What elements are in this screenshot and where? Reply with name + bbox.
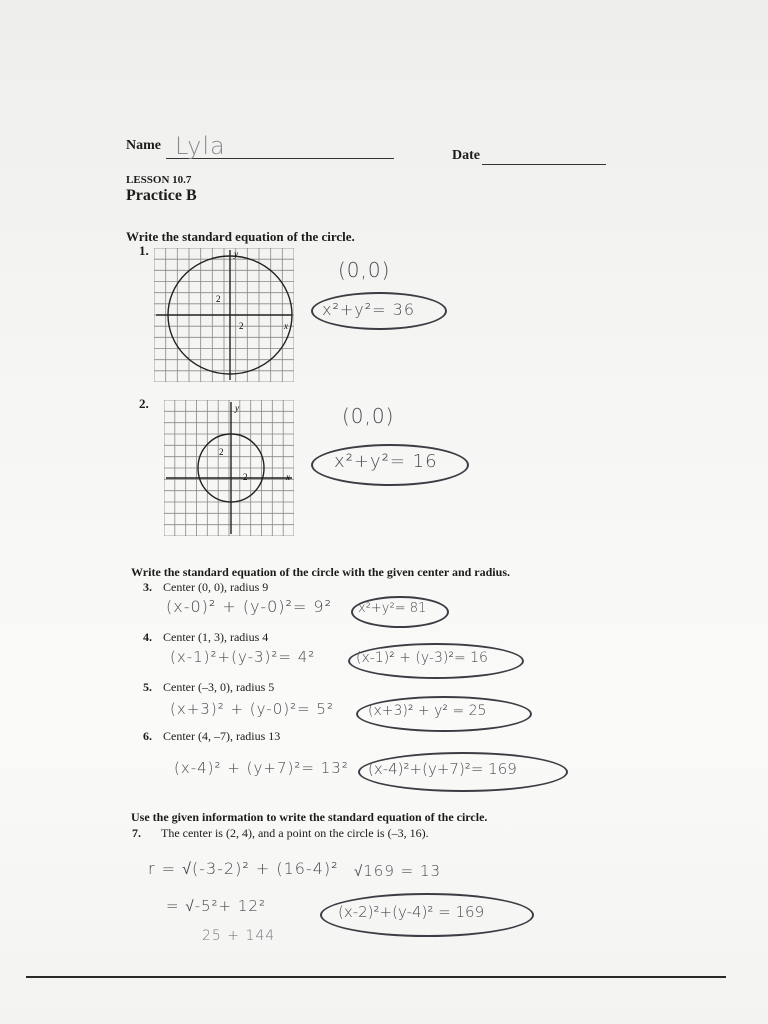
- problem-1-y-label: y: [234, 249, 238, 259]
- name-value[interactable]: Lyla: [175, 132, 226, 160]
- problem-3-prompt: Center (0, 0), radius 9: [163, 580, 269, 594]
- problem-7-answer[interactable]: (x-2)²+(y-4)² = 169: [338, 903, 485, 921]
- problem-7-work-line1[interactable]: r = √(-3-2)² + (16-4)²: [148, 859, 339, 878]
- problem-1-number: 1.: [139, 243, 149, 258]
- problem-2-tick-y: 2: [219, 447, 224, 457]
- problem-4-work[interactable]: (x-1)²+(y-3)²= 4²: [170, 648, 316, 666]
- section2-instruction: Write the standard equation of the circle with the given center and radius.: [131, 565, 510, 579]
- problem-7-number: 7.: [132, 826, 141, 840]
- problem-6-prompt: Center (4, –7), radius 13: [163, 729, 281, 743]
- problem-6-work[interactable]: (x-4)² + (y+7)²= 13²: [174, 759, 349, 777]
- problem-7-work-line3[interactable]: 25 + 144: [202, 928, 276, 944]
- section1-instruction: Write the standard equation of the circle.: [126, 229, 355, 244]
- problem-6-answer[interactable]: (x-4)²+(y+7)²= 169: [368, 760, 517, 778]
- problem-4-number: 4.: [143, 630, 152, 644]
- page-bottom-rule: [26, 976, 726, 978]
- problem-1-tick-y: 2: [216, 294, 221, 304]
- problem-1-center-answer[interactable]: (0,0): [338, 258, 391, 282]
- problem-5-work[interactable]: (x+3)² + (y-0)²= 5²: [170, 700, 334, 718]
- problem-2-tick-x: 2: [243, 472, 248, 482]
- problem-5-answer[interactable]: (x+3)² + y² = 25: [368, 703, 487, 719]
- problem-1-x-label: x: [284, 321, 288, 331]
- problem-1-tick-x: 2: [239, 321, 244, 331]
- problem-5-prompt: Center (–3, 0), radius 5: [163, 680, 275, 694]
- problem-2-x-label: x: [286, 472, 290, 482]
- problem-4-answer[interactable]: (x-1)² + (y-3)²= 16: [356, 650, 488, 666]
- problem-2-y-label: y: [235, 403, 239, 413]
- problem-2-center-answer[interactable]: (0,0): [342, 404, 395, 428]
- problem-7-work-line1b[interactable]: √169 = 13: [354, 862, 442, 880]
- problem-6-number: 6.: [143, 729, 152, 743]
- problem-3-work[interactable]: (x-0)² + (y-0)²= 9²: [166, 597, 333, 616]
- date-line[interactable]: [482, 164, 606, 165]
- problem-1-graph: [154, 248, 294, 382]
- problem-7-work-line2[interactable]: = √-5²+ 12²: [166, 897, 266, 915]
- problem-3-number: 3.: [143, 580, 152, 594]
- lesson-label: LESSON 10.7: [126, 174, 192, 186]
- problem-2-graph: [164, 400, 294, 536]
- section3-instruction: Use the given information to write the standard equation of the circle.: [131, 810, 488, 824]
- date-label: Date: [452, 148, 480, 163]
- name-label: Name: [126, 138, 161, 153]
- problem-5-number: 5.: [143, 680, 152, 694]
- problem-2-number: 2.: [139, 396, 149, 411]
- problem-3-answer[interactable]: x²+y²= 81: [358, 601, 427, 616]
- problem-7-prompt: The center is (2, 4), and a point on the circle is (–3, 16).: [161, 826, 429, 840]
- problem-4-prompt: Center (1, 3), radius 4: [163, 630, 269, 644]
- problem-1-equation-answer[interactable]: x²+y²= 36: [322, 300, 416, 319]
- page-title: Practice B: [126, 187, 197, 204]
- problem-2-equation-answer[interactable]: x²+y²= 16: [334, 451, 438, 472]
